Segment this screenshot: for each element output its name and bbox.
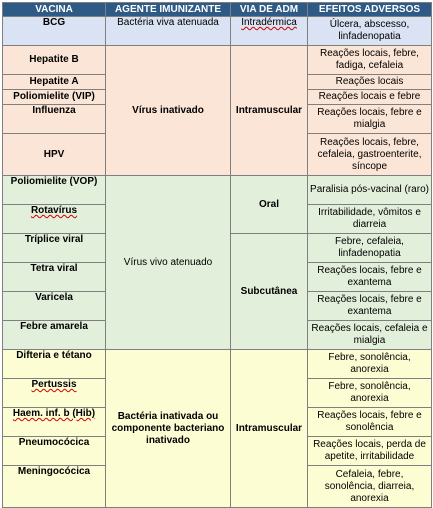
- vacina-cell: [3, 408, 106, 437]
- vacina-cell: Influenza: [3, 105, 106, 134]
- table-row: [3, 17, 432, 46]
- header-via: VIA DE ADM: [231, 3, 308, 17]
- efeitos-cell: Reações locais: [308, 75, 432, 90]
- via-text: Intradérmica: [241, 17, 297, 28]
- vacina-text: Rotavírus: [30, 205, 78, 216]
- via-cell: Subcutânea: [231, 234, 308, 350]
- vacina-cell: Tetra viral: [3, 263, 106, 292]
- via-cell: Intramuscular: [231, 46, 308, 176]
- vacina-cell: Poliomielite (VIP): [3, 90, 106, 105]
- efeitos-cell: Paralisia pós-vacinal (raro): [308, 176, 432, 205]
- agente-cell: Bactéria viva atenuada: [106, 17, 231, 46]
- efeitos-cell: Febre, sonolência, anorexia: [308, 379, 432, 408]
- efeitos-cell: Reações locais, febre e sonolência: [308, 408, 432, 437]
- efeitos-cell: Reações locais, perda de apetite, irritabilidade: [308, 437, 432, 466]
- table-row: [3, 176, 432, 205]
- via-cell: Oral: [231, 176, 308, 234]
- vacina-cell: BCG: [3, 17, 106, 46]
- vacina-cell: [3, 379, 106, 408]
- efeitos-text: Úlcera, abscesso, linfadenopatia: [329, 19, 410, 42]
- vacina-text: Pertussis: [31, 379, 77, 390]
- efeitos-cell: Reações locais, febre, fadiga, cefaleia: [308, 46, 432, 75]
- efeitos-cell: [308, 17, 432, 46]
- efeitos-cell: Reações locais, febre e exantema: [308, 263, 432, 292]
- vacina-cell: Tríplice viral: [3, 234, 106, 263]
- agente-cell: Vírus inativado: [106, 46, 231, 176]
- header-efeitos: EFEITOS ADVERSOS: [308, 3, 432, 17]
- vacina-cell: Varicela: [3, 292, 106, 321]
- header-vacina: VACINA: [3, 3, 106, 17]
- vacina-cell: Febre amarela: [3, 321, 106, 350]
- efeitos-cell: Febre, cefaleia, linfadenopatia: [308, 234, 432, 263]
- vaccine-table: [2, 2, 432, 508]
- vacina-cell: Meningocócica: [3, 466, 106, 508]
- header-agente: AGENTE IMUNIZANTE: [106, 3, 231, 17]
- efeitos-cell: Irritabilidade, vômitos e diarreia: [308, 205, 432, 234]
- vacina-text: Haem. inf. b (Hib): [12, 408, 96, 419]
- table-row: [3, 350, 432, 379]
- efeitos-cell: Reações locais, febre, cefaleia, gastroenterite, síncope: [308, 134, 432, 176]
- via-cell: [231, 17, 308, 46]
- vacina-cell: Hepatite A: [3, 75, 106, 90]
- vacina-cell: Pneumocócica: [3, 437, 106, 466]
- efeitos-cell: Reações locais, febre e mialgia: [308, 105, 432, 134]
- efeitos-cell: Cefaleia, febre, sonolência, diarreia, anorexia: [308, 466, 432, 508]
- efeitos-cell: Reações locais e febre: [308, 90, 432, 105]
- vacina-cell: [3, 205, 106, 234]
- efeitos-cell: Reações locais, febre e exantema: [308, 292, 432, 321]
- header-row: [3, 3, 432, 17]
- vacina-cell: Poliomielite (VOP): [3, 176, 106, 205]
- efeitos-cell: Febre, sonolência, anorexia: [308, 350, 432, 379]
- vacina-cell: HPV: [3, 134, 106, 176]
- efeitos-cell: Reações locais, cefaleia e mialgia: [308, 321, 432, 350]
- vacina-cell: Difteria e tétano: [3, 350, 106, 379]
- vacina-cell: Hepatite B: [3, 46, 106, 75]
- table-row: [3, 46, 432, 75]
- agente-cell: Bactéria inativada ou componente bacteriano inativado: [106, 350, 231, 508]
- via-cell: Intramuscular: [231, 350, 308, 508]
- agente-cell: Vírus vivo atenuado: [106, 176, 231, 350]
